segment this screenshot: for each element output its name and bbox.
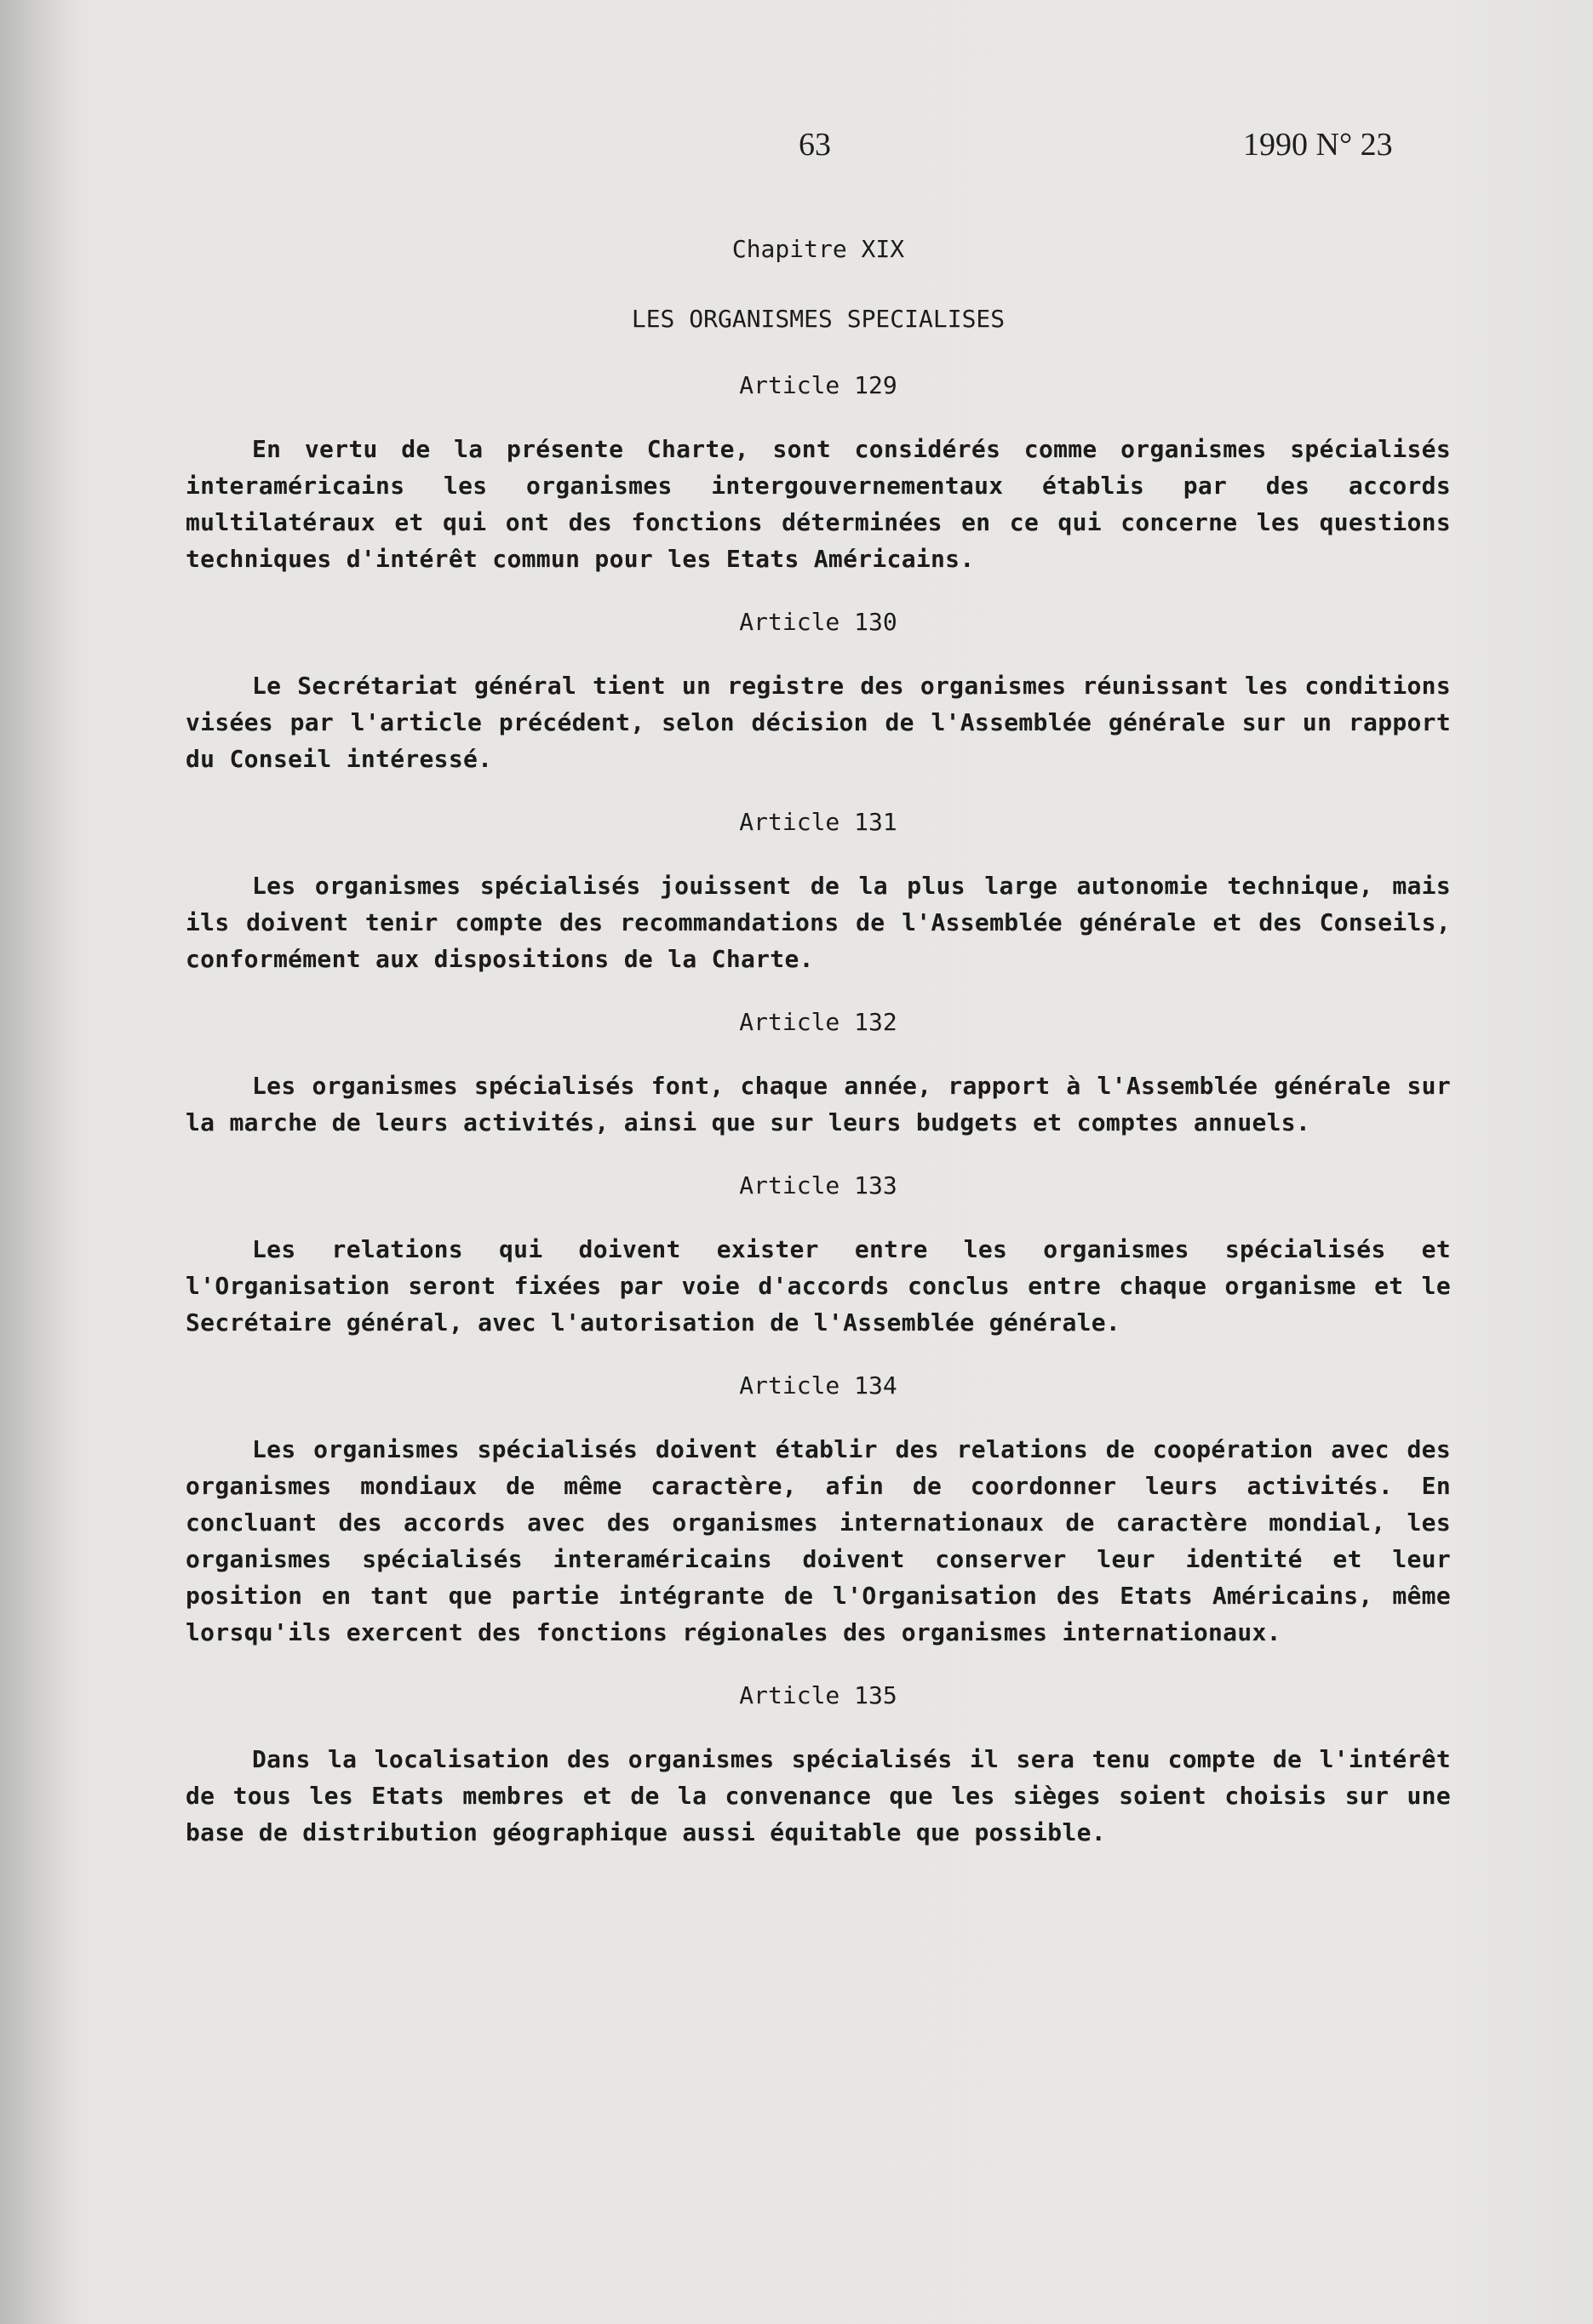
article-text: Les organismes spécialisés doivent établir des relations de coopération avec des organismes mondiaux de même caractère, afin de coordonner leurs activités. En concluant des accords avec des organismes internationaux de caractère mondial, les organismes spécialisés interaméricains doivent conserver leur identité et leur position en tant que partie intégrante de l'Organisation des Etats Américains, même lorsqu'ils exercent des fonctions régionales des organismes internationaux. <box>186 1435 1451 1646</box>
article-133 <box>186 1168 1451 1341</box>
article-text: Les relations qui doivent exister entre les organismes spécialisés et l'Organisation seront fixées par voie d'accords conclus entre chaque organisme et le Secrétaire général, avec l'autorisation de l'Assemblée générale. <box>186 1235 1451 1337</box>
chapter-title: Chapitre XIX <box>731 235 905 263</box>
article-text: Le Secrétariat général tient un registre des organismes réunissant les conditions visées par l'article précédent, selon décision de l'Assemblée générale sur un rapport du Conseil intéressé. <box>186 672 1451 773</box>
article-text: Les organismes spécialisés font, chaque année, rapport à l'Assemblée générale sur la marche de leurs activités, ainsi que sur leurs budgets et comptes annuels. <box>186 1072 1451 1136</box>
article-135 <box>186 1678 1451 1851</box>
issue-number: 1990 N° 23 <box>1243 127 1393 163</box>
article-132 <box>186 1005 1451 1141</box>
page-header <box>0 126 1593 177</box>
document-body <box>186 232 1451 1851</box>
article-title: Article 133 <box>739 1171 897 1199</box>
page-gutter-shadow <box>0 0 77 2324</box>
article-title: Article 134 <box>739 1371 897 1400</box>
article-130 <box>186 604 1451 777</box>
article-title: Article 129 <box>739 371 897 399</box>
article-134 <box>186 1368 1451 1651</box>
article-title: Article 132 <box>739 1008 897 1036</box>
article-129 <box>186 368 1451 577</box>
article-title: Article 130 <box>739 608 897 636</box>
article-text: Les organismes spécialisés jouissent de la plus large autonomie technique, mais ils doivent tenir compte des recommandations de l'Assemblée générale et des Conseils, conformément aux dispositions de la Charte. <box>186 872 1451 973</box>
page-number: 63 <box>799 127 831 163</box>
article-title: Article 135 <box>739 1681 897 1709</box>
article-text: Dans la localisation des organismes spécialisés il sera tenu compte de l'intérêt de tous les Etats membres et de la convenance que les sièges soient choisis sur une base de distribution géographique aussi équitable que possible. <box>186 1745 1451 1846</box>
article-131 <box>186 804 1451 977</box>
chapter-subtitle: LES ORGANISMES SPECIALISES <box>631 305 1006 333</box>
article-text: En vertu de la présente Charte, sont considérés comme organismes spécialisés interaméricains les organismes intergouvernementaux établis par des accords multilatéraux et qui ont des fonctions déterminées en ce qui concerne les questions techniques d'intérêt commun pour les Etats Américains. <box>186 435 1451 573</box>
article-title: Article 131 <box>739 808 897 836</box>
